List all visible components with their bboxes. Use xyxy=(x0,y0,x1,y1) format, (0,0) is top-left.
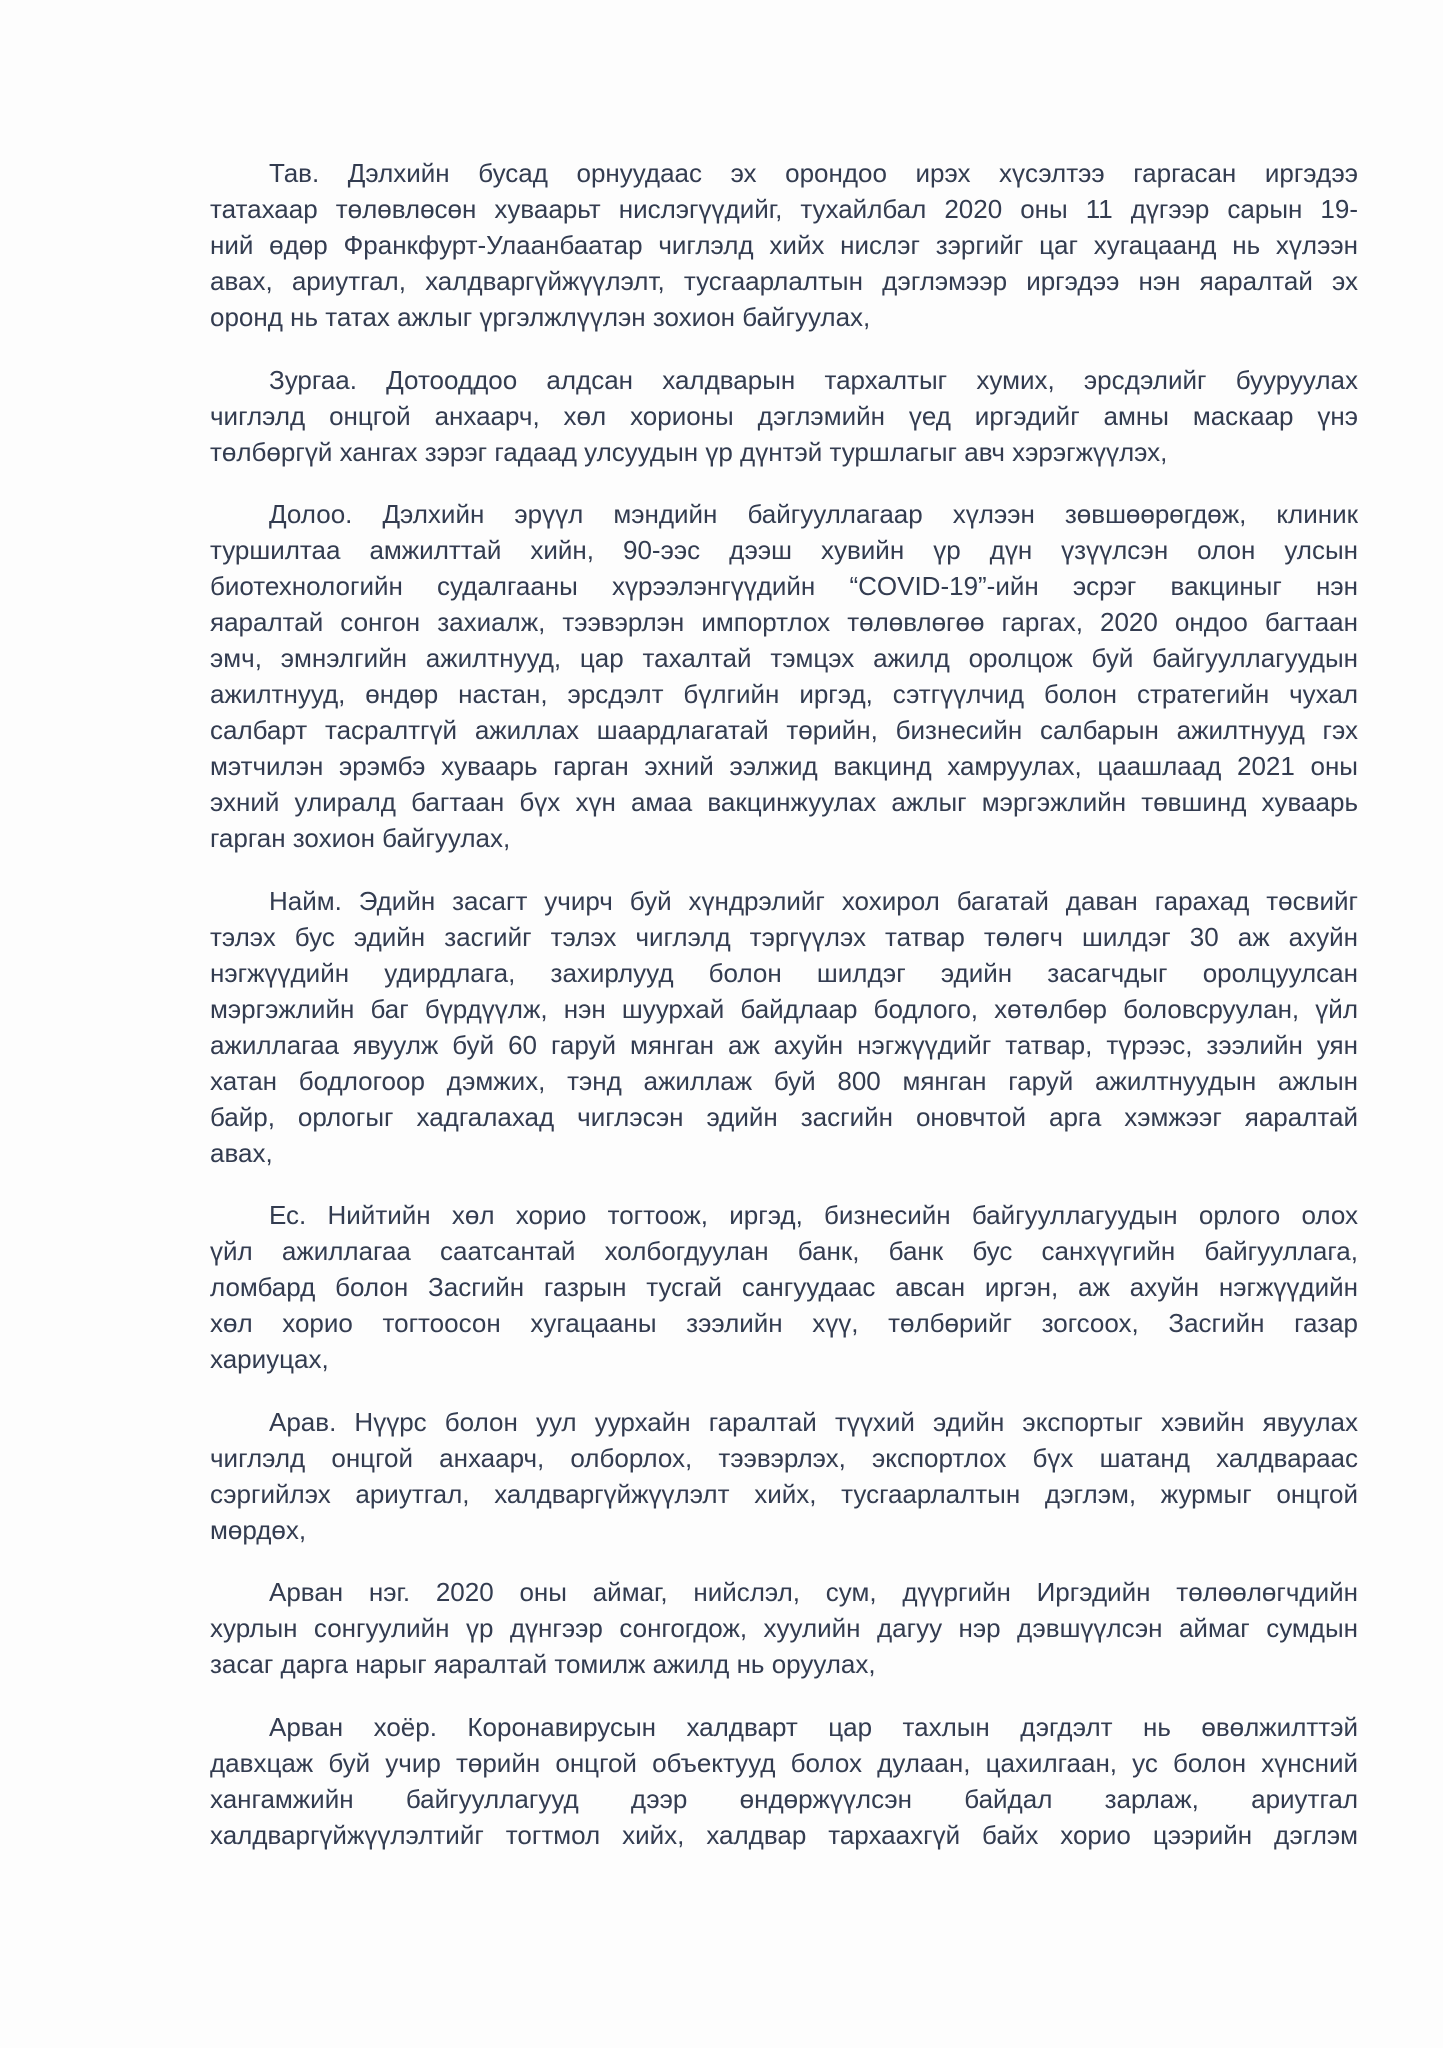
paragraph-zurgaa xyxy=(210,362,1358,470)
text-line: яаралтай сонгон захиалж, тээвэрлэн импортлох төлөвлөгөө гаргах, 2020 ондоо багтаан xyxy=(210,607,1358,637)
text-line: ломбард болон Засгийн газрын тусгай сангуудаас авсан иргэн, аж ахуйн нэгжүүдийн xyxy=(210,1272,1358,1302)
text-line: төлбөргүй хангах зэрэг гадаад улсуудын үр дүнтэй туршлагыг авч хэрэгжүүлэх, xyxy=(210,436,1168,467)
text-line: үйл ажиллагаа саатсантай холбогдуулан банк, банк бус санхүүгийн байгууллага, xyxy=(210,1236,1358,1266)
text-line: Тав. Дэлхийн бусад орнуудаас эх орондоо ирэх хүсэлтээ гаргасан иргэдээ xyxy=(269,158,1358,188)
text-line: салбарт тасралтгүй ажиллах шаардлагатай төрийн, бизнесийн салбарын ажилтнууд гэх xyxy=(210,715,1358,745)
text-line: сэргийлэх ариутгал, халдваргүйжүүлэлт хийх, тусгаарлалтын дэглэм, журмыг онцгой xyxy=(210,1478,1358,1509)
text-line: чиглэлд онцгой анхаарч, олборлох, тээвэрлэх, экспортлох бүх шатанд халдвараас xyxy=(210,1442,1358,1473)
text-line: Арван нэг. 2020 оны аймаг, нийслэл, сум, дүүргийн Иргэдийн төлөөлөгчдийн xyxy=(269,1577,1358,1607)
paragraph-arav xyxy=(210,1404,1358,1548)
text-line: хатан бодлогоор дэмжих, тэнд ажиллаж буй 800 мянган гаруй ажилтнуудын ажлын xyxy=(210,1065,1358,1096)
text-line: ажилтнууд, өндөр настан, эрсдэлт бүлгийн иргэд, сэтгүүлчид болон стратегийн чухал xyxy=(210,679,1358,709)
paragraph-tav xyxy=(210,155,1358,335)
text-line: авах, ариутгал, халдваргүйжүүлэлт, тусгаарлалтын дэглэмээр иргэдээ нэн яаралтай эх xyxy=(210,266,1358,296)
text-line: авах, xyxy=(210,1137,273,1168)
text-line: мөрдөх, xyxy=(210,1514,307,1545)
text-line: хариуцах, xyxy=(210,1344,329,1374)
text-line: Арав. Нүүрс болон уул уурхайн гаралтай түүхий эдийн экспортыг хэвийн явуулах xyxy=(269,1406,1358,1437)
paragraph-es xyxy=(210,1197,1358,1377)
text-line: чиглэлд онцгой анхаарч, хөл хорионы дэглэмийн үед иргэдийг амны маскаар үнэ xyxy=(210,400,1358,431)
text-line: эмч, эмнэлгийн ажилтнууд, цар тахалтай тэмцэх ажилд оролцож буй байгууллагуудын xyxy=(210,643,1358,673)
text-line: давхцаж буй учир төрийн онцгой объектууд болох дулаан, цахилгаан, ус болон хүнсний xyxy=(210,1747,1358,1778)
text-line: биотехнологийн судалгааны хүрээлэнгүүдийн “COVID-19”-ийн эсрэг вакциныг нэн xyxy=(210,571,1358,601)
text-line: байр, орлогыг хадгалахад чиглэсэн эдийн засгийн оновчтой арга хэмжээг яаралтай xyxy=(210,1101,1358,1132)
text-line: Найм. Эдийн засагт учирч буй хүндрэлийг хохирол багатай даван гарахад төсвийг xyxy=(269,885,1358,916)
text-line: татахаар төлөвлөсөн хуваарьт нислэгүүдийг, тухайлбал 2020 оны 11 дүгээр сарын 19- xyxy=(210,194,1358,224)
text-line: ний өдөр Франкфурт-Улаанбаатар чиглэлд хийх нислэг зэргийг цаг хугацаанд нь хүлээн xyxy=(210,230,1358,260)
text-line: мэргэжлийн баг бүрдүүлж, нэн шуурхай байдлаар бодлого, хөтөлбөр боловсруулан, үйл xyxy=(210,993,1358,1024)
text-line: хөл хорио тогтоосон хугацааны зээлийн хүү, төлбөрийг зогсоох, Засгийн газар xyxy=(210,1308,1358,1338)
paragraph-doloo xyxy=(210,496,1358,856)
text-line: Долоо. Дэлхийн эрүүл мэндийн байгууллагаар хүлээн зөвшөөрөгдөж, клиник xyxy=(269,499,1358,529)
text-line: гарган зохион байгуулах, xyxy=(210,823,511,853)
text-line: засаг дарга нарыг яаралтай томилж ажилд нь оруулах, xyxy=(210,1649,876,1679)
paragraph-naim xyxy=(210,883,1358,1171)
text-line: ажиллагаа явуулж буй 60 гаруй мянган аж ахуйн нэгжүүдийг татвар, түрээс, зээлийн уян xyxy=(210,1029,1358,1060)
paragraph-arvan-khoyor xyxy=(210,1709,1358,1853)
text-line: Арван хоёр. Коронавирусын халдварт цар тахлын дэгдэлт нь өвөлжилттэй xyxy=(269,1711,1358,1742)
text-line: Ес. Нийтийн хөл хорио тогтоож, иргэд, бизнесийн байгууллагуудын орлого олох xyxy=(269,1200,1358,1230)
text-line: нэгжүүдийн удирдлага, захирлууд болон шилдэг эдийн засагчдыг оролцуулсан xyxy=(210,957,1358,988)
text-line: тэлэх бус эдийн засгийг тэлэх чиглэлд тэргүүлэх татвар төлөгч шилдэг 30 аж ахуйн xyxy=(210,921,1358,952)
text-line: туршилтаа амжилттай хийн, 90-ээс дээш хувийн үр дүн үзүүлсэн олон улсын xyxy=(210,535,1358,565)
text-line: оронд нь татах ажлыг үргэлжлүүлэн зохион байгуулах, xyxy=(210,302,871,332)
text-line: эхний улиралд багтаан бүх хүн амаа вакцинжуулах ажлыг мэргэжлийн төвшинд хуваарь xyxy=(210,787,1358,817)
text-line: мэтчилэн эрэмбэ хуваарь гарган эхний ээлжид вакцинд хамруулах, цаашлаад 2021 оны xyxy=(210,751,1358,781)
text-line: халдваргүйжүүлэлтийг тогтмол хийх, халдвар тархаахгүй байх хорио цээрийн дэглэм xyxy=(210,1819,1358,1850)
document-body xyxy=(210,155,1358,1879)
text-line: хурлын сонгуулийн үр дүнгээр сонгогдож, хуулийн дагуу нэр дэвшүүлсэн аймаг сумдын xyxy=(210,1613,1358,1643)
text-line: хангамжийн байгууллагууд дээр өндөржүүлсэн байдал зарлаж, ариутгал xyxy=(210,1783,1358,1814)
text-line: Зургаа. Дотооддоо алдсан халдварын тархалтыг хумих, эрсдэлийг бууруулах xyxy=(269,364,1358,395)
paragraph-arvan-neg xyxy=(210,1574,1358,1682)
